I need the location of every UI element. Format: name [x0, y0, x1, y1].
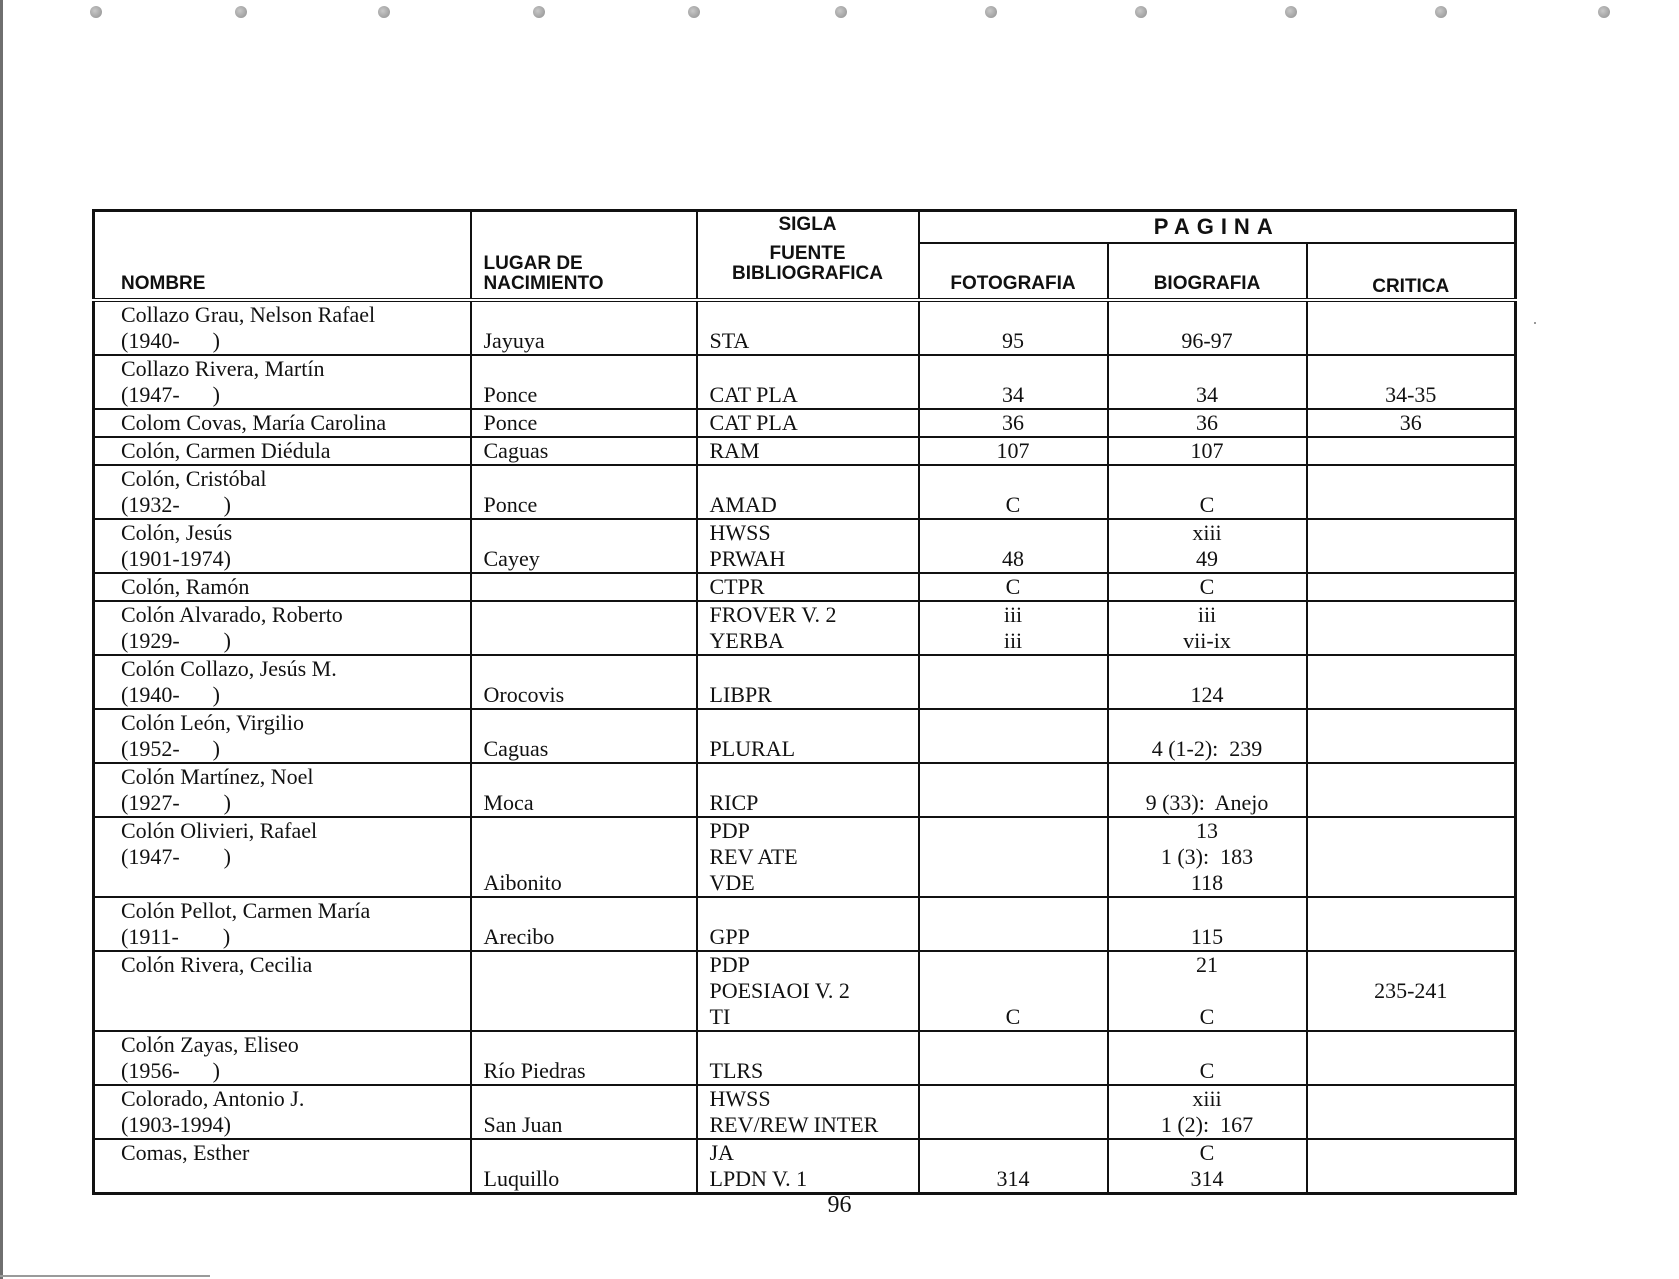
cell-biografia-line: 96-97 [1181, 328, 1233, 353]
cell-nombre [94, 300, 471, 355]
cell-fotografia [919, 519, 1108, 573]
cell-lugar-line: Orocovis [483, 682, 565, 707]
cell-sigla [697, 355, 919, 409]
cell-sigla [697, 465, 919, 519]
cell-biografia-line: 13 [1196, 818, 1218, 843]
cell-fotografia-line [920, 790, 1107, 816]
page-number: 96 [827, 1192, 852, 1218]
cell-sigla-line: GPP [709, 924, 750, 949]
cell-critica [1307, 519, 1516, 573]
binder-hole [1435, 6, 1447, 18]
table-body [94, 300, 1516, 1194]
binder-hole [533, 6, 545, 18]
cell-biografia-line: 118 [1190, 870, 1224, 895]
cell-lugar [471, 519, 697, 573]
cell-nombre-line: Colón, Cristóbal [121, 466, 267, 491]
cell-sigla [697, 1085, 919, 1139]
cell-nombre-line: Comas, Esther [121, 1140, 250, 1165]
cell-lugar [471, 573, 697, 601]
cell-nombre [94, 573, 471, 601]
cell-fotografia-line: C [1005, 492, 1021, 517]
cell-sigla-line: PLURAL [709, 736, 796, 761]
cell-lugar [471, 355, 697, 409]
cell-lugar [471, 817, 697, 897]
cell-nombre-line: Colón, Carmen Diédula [121, 438, 331, 463]
cell-nombre-line: Colón Pellot, Carmen María [121, 898, 371, 923]
cell-sigla [697, 409, 919, 437]
cell-biografia-line: 115 [1190, 924, 1224, 949]
cell-lugar-line: Ponce [483, 410, 538, 435]
cell-lugar [471, 763, 697, 817]
table-row [94, 1139, 1516, 1194]
cell-sigla-line: YERBA [709, 628, 785, 653]
cell-lugar-line: Caguas [483, 736, 549, 761]
cell-nombre [94, 1139, 471, 1194]
cell-biografia-line: 49 [1196, 546, 1218, 571]
cell-nombre [94, 1085, 471, 1139]
cell-critica [1307, 951, 1516, 1031]
cell-critica-line [1308, 574, 1515, 600]
cell-critica [1307, 1085, 1516, 1139]
cell-sigla [697, 300, 919, 355]
cell-fotografia [919, 601, 1108, 655]
cell-fotografia [919, 409, 1108, 437]
cell-fotografia-line: 107 [996, 438, 1030, 463]
cell-nombre-line: Colón, Jesús [121, 520, 233, 545]
header-nombre: NOMBRE [94, 211, 471, 301]
header-sigla-fuente [697, 211, 919, 301]
cell-biografia-line: 314 [1190, 1166, 1224, 1191]
page-left-edge [0, 0, 3, 1279]
cell-nombre-line: (1929- ) [121, 628, 231, 653]
cell-sigla [697, 817, 919, 897]
cell-fotografia-line: 314 [996, 1166, 1030, 1191]
cell-fotografia-line [920, 682, 1107, 708]
cell-biografia-line: C [1199, 1140, 1215, 1165]
cell-nombre-line: Colón Olivieri, Rafael [121, 818, 318, 843]
table-row [94, 355, 1516, 409]
binder-hole [1598, 6, 1610, 18]
cell-sigla-line: FROVER V. 2 [709, 602, 837, 627]
cell-critica-line [1308, 790, 1515, 816]
cell-lugar-line: Río Piedras [483, 1058, 586, 1083]
cell-lugar [471, 409, 697, 437]
cell-biografia-line: vii-ix [1183, 628, 1231, 653]
cell-nombre-line: Colón, Ramón [121, 574, 250, 599]
cell-nombre-line: (1940- ) [121, 328, 220, 353]
cell-sigla-line: TI [709, 1004, 731, 1029]
table-row [94, 601, 1516, 655]
cell-critica-line [1308, 1166, 1515, 1192]
header-fotografia: FOTOGRAFIA [919, 243, 1108, 300]
cell-critica [1307, 1139, 1516, 1194]
header-pagina: PAGINA [919, 211, 1516, 244]
cell-biografia [1108, 355, 1307, 409]
cell-critica [1307, 709, 1516, 763]
cell-critica [1307, 897, 1516, 951]
cell-biografia-line: 1 (3): 183 [1160, 844, 1254, 869]
cell-fotografia-line [920, 1112, 1107, 1138]
cell-fotografia [919, 355, 1108, 409]
cell-sigla-line: PDP [709, 818, 750, 843]
cell-biografia [1108, 300, 1307, 355]
table-row [94, 655, 1516, 709]
cell-biografia-line: 124 [1190, 682, 1224, 707]
cell-nombre [94, 519, 471, 573]
cell-biografia-line: 21 [1196, 952, 1218, 977]
cell-lugar [471, 951, 697, 1031]
cell-fotografia [919, 1031, 1108, 1085]
cell-sigla [697, 951, 919, 1031]
cell-lugar [471, 1031, 697, 1085]
cell-sigla-line: POESIAOI V. 2 [709, 978, 850, 1003]
cell-biografia-line: 1 (2): 167 [1160, 1112, 1254, 1137]
header-sigla: SIGLA [778, 214, 837, 235]
cell-sigla-line: LIBPR [709, 682, 772, 707]
cell-biografia [1108, 465, 1307, 519]
cell-nombre [94, 709, 471, 763]
cell-sigla [697, 897, 919, 951]
cell-sigla-line: AMAD [709, 492, 777, 517]
cell-biografia [1108, 437, 1307, 465]
cell-biografia [1108, 1031, 1307, 1085]
cell-nombre-line: Collazo Grau, Nelson Rafael [121, 302, 376, 327]
cell-fotografia-line [920, 924, 1107, 950]
cell-fotografia-line: 34 [1002, 382, 1024, 407]
cell-nombre [94, 409, 471, 437]
cell-lugar-line: Aibonito [483, 870, 562, 895]
cell-sigla [697, 601, 919, 655]
cell-critica-line: 36 [1399, 410, 1422, 435]
cell-critica-line [1308, 924, 1515, 950]
cell-lugar [471, 897, 697, 951]
cell-biografia [1108, 1139, 1307, 1194]
cell-critica-line [1308, 736, 1515, 762]
cell-fotografia [919, 763, 1108, 817]
binder-hole [688, 6, 700, 18]
cell-nombre-line: Colom Covas, María Carolina [121, 410, 387, 435]
cell-biografia-line: 36 [1196, 410, 1218, 435]
cell-fotografia-line: iii [1003, 602, 1023, 627]
cell-fotografia [919, 300, 1108, 355]
cell-fotografia-line: iii [1003, 628, 1023, 653]
cell-nombre-line: (1947- ) [121, 844, 231, 869]
cell-lugar-line: Ponce [483, 492, 538, 517]
cell-nombre-line: Colorado, Antonio J. [121, 1086, 305, 1111]
cell-nombre-line: Collazo Rivera, Martín [121, 356, 325, 381]
cell-nombre-line: (1940- ) [121, 682, 220, 707]
page-bottom-edge [0, 1275, 210, 1277]
cell-nombre-line: (1927- ) [121, 790, 231, 815]
cell-biografia-line [1109, 978, 1306, 1004]
cell-lugar-line: Arecibo [483, 924, 555, 949]
cell-nombre [94, 465, 471, 519]
cell-biografia-line: 9 (33): Anejo [1145, 790, 1269, 815]
cell-lugar-line: Luquillo [483, 1166, 560, 1191]
binder-hole [1285, 6, 1297, 18]
cell-fotografia-line [920, 870, 1107, 896]
cell-critica-line [1308, 844, 1515, 870]
cell-critica [1307, 300, 1516, 355]
cell-nombre-line: (1903-1994) [121, 1112, 231, 1137]
cell-nombre [94, 951, 471, 1031]
cell-nombre-line: Colón Collazo, Jesús M. [121, 656, 337, 681]
cell-biografia [1108, 763, 1307, 817]
cell-nombre-line: Colón León, Virgilio [121, 710, 305, 735]
cell-critica-line [1308, 492, 1515, 518]
cell-critica [1307, 573, 1516, 601]
cell-nombre-line: Colón Alvarado, Roberto [121, 602, 343, 627]
table-row [94, 519, 1516, 573]
cell-nombre-line: Colón Rivera, Cecilia [121, 952, 313, 977]
header-biografia: BIOGRAFIA [1108, 243, 1307, 300]
cell-nombre [94, 655, 471, 709]
cell-nombre-line: (1911- ) [121, 924, 231, 949]
binder-hole [835, 6, 847, 18]
cell-biografia-line: C [1199, 574, 1215, 599]
cell-sigla-line: RAM [709, 438, 760, 463]
cell-lugar [471, 655, 697, 709]
binder-hole [985, 6, 997, 18]
cell-nombre-line: (1932- ) [121, 492, 231, 517]
cell-fotografia [919, 1085, 1108, 1139]
cell-sigla [697, 763, 919, 817]
cell-biografia-line: 34 [1196, 382, 1218, 407]
table-row [94, 409, 1516, 437]
cell-sigla-line: HWSS [709, 520, 771, 545]
cell-fotografia [919, 655, 1108, 709]
cell-critica-line [1308, 1112, 1515, 1138]
cell-nombre-line: (1956- ) [121, 1058, 220, 1083]
cell-lugar-line [484, 1004, 696, 1030]
cell-sigla-line: RICP [709, 790, 759, 815]
cell-biografia [1108, 519, 1307, 573]
cell-fotografia [919, 1139, 1108, 1194]
cell-sigla [697, 709, 919, 763]
cell-fotografia-line [920, 1058, 1107, 1084]
cell-lugar [471, 300, 697, 355]
cell-fotografia [919, 437, 1108, 465]
cell-nombre-line: (1947- ) [121, 382, 220, 407]
cell-sigla-line: REV/REW INTER [709, 1112, 879, 1137]
cell-biografia-line: C [1199, 492, 1215, 517]
cell-nombre-line: Colón Zayas, Eliseo [121, 1032, 299, 1057]
header-critica: CRITICA [1307, 243, 1516, 300]
cell-biografia [1108, 409, 1307, 437]
cell-critica [1307, 655, 1516, 709]
cell-sigla-line: STA [709, 328, 750, 353]
cell-lugar-line: Caguas [483, 438, 549, 463]
cell-biografia-line: C [1199, 1058, 1215, 1083]
table-row [94, 437, 1516, 465]
cell-biografia [1108, 1085, 1307, 1139]
cell-sigla-line: HWSS [709, 1086, 771, 1111]
cell-nombre [94, 1031, 471, 1085]
cell-fotografia [919, 817, 1108, 897]
table-row [94, 1031, 1516, 1085]
table-row [94, 573, 1516, 601]
cell-critica [1307, 409, 1516, 437]
cell-lugar-line: San Juan [483, 1112, 563, 1137]
cell-critica-line: 235-241 [1374, 978, 1448, 1003]
cell-sigla-line: VDE [709, 870, 755, 895]
cell-critica [1307, 355, 1516, 409]
cell-sigla [697, 1139, 919, 1194]
table-row [94, 1085, 1516, 1139]
cell-lugar [471, 437, 697, 465]
cell-fotografia-line [920, 520, 1107, 546]
cell-fotografia-line [920, 736, 1107, 762]
cell-fotografia [919, 465, 1108, 519]
cell-biografia-line: 4 (1-2): 239 [1151, 736, 1263, 761]
cell-sigla-line: TLRS [709, 1058, 764, 1083]
cell-lugar [471, 465, 697, 519]
cell-lugar [471, 1139, 697, 1194]
cell-sigla-line: PDP [709, 952, 750, 977]
cell-critica-line [1308, 546, 1515, 572]
table-row [94, 709, 1516, 763]
cell-fotografia-line: 36 [1002, 410, 1024, 435]
cell-biografia-line: C [1199, 1004, 1215, 1029]
cell-critica [1307, 465, 1516, 519]
cell-sigla [697, 437, 919, 465]
cell-lugar [471, 1085, 697, 1139]
cell-nombre [94, 763, 471, 817]
cell-sigla-line: CAT PLA [709, 410, 798, 435]
cell-lugar [471, 601, 697, 655]
cell-biografia [1108, 817, 1307, 897]
table-row [94, 951, 1516, 1031]
cell-biografia [1108, 709, 1307, 763]
cell-fotografia-line: C [1005, 574, 1021, 599]
binder-hole [90, 6, 102, 18]
cell-biografia [1108, 951, 1307, 1031]
cell-nombre-line: Colón Martínez, Noel [121, 764, 314, 789]
cell-nombre-line: (1901-1974) [121, 546, 231, 571]
table-row [94, 817, 1516, 897]
cell-sigla-line: CAT PLA [709, 382, 798, 407]
cell-biografia-line: xiii [1192, 520, 1222, 545]
cell-lugar-line [484, 628, 696, 654]
cell-fotografia [919, 573, 1108, 601]
binder-holes [60, 6, 1620, 26]
cell-biografia-line: iii [1197, 602, 1217, 627]
cell-biografia [1108, 573, 1307, 601]
cell-nombre [94, 437, 471, 465]
cell-critica-line [1308, 1058, 1515, 1084]
cell-critica-line [1308, 438, 1515, 464]
table-row [94, 300, 1516, 355]
cell-critica [1307, 763, 1516, 817]
cell-lugar-line [484, 574, 696, 600]
cell-nombre [94, 355, 471, 409]
cell-critica [1307, 601, 1516, 655]
cell-fotografia-line: 48 [1002, 546, 1024, 571]
cell-biografia [1108, 601, 1307, 655]
cell-nombre [94, 817, 471, 897]
header-fuente: FUENTE BIBLIOGRAFICA [732, 243, 883, 284]
cell-lugar-line: Ponce [483, 382, 538, 407]
binder-hole [378, 6, 390, 18]
cell-sigla-line: REV ATE [709, 844, 798, 869]
cell-sigla [697, 655, 919, 709]
cell-biografia [1108, 655, 1307, 709]
table-header [94, 211, 1516, 301]
cell-critica [1307, 817, 1516, 897]
cell-fotografia [919, 951, 1108, 1031]
cell-sigla [697, 1031, 919, 1085]
cell-critica-line [1308, 628, 1515, 654]
cell-fotografia-line: 95 [1002, 328, 1024, 353]
cell-nombre [94, 601, 471, 655]
cell-fotografia-line: C [1005, 1004, 1021, 1029]
cell-nombre [94, 897, 471, 951]
cell-lugar-line: Moca [483, 790, 534, 815]
cell-critica-line [1308, 328, 1515, 354]
binder-hole [1135, 6, 1147, 18]
table-row [94, 465, 1516, 519]
cell-biografia-line: xiii [1192, 1086, 1222, 1111]
cell-sigla-line: LPDN V. 1 [709, 1166, 808, 1191]
binder-hole [235, 6, 247, 18]
cell-critica [1307, 437, 1516, 465]
cell-critica [1307, 1031, 1516, 1085]
cell-lugar-line: Jayuya [483, 328, 545, 353]
table-row [94, 763, 1516, 817]
table-row [94, 897, 1516, 951]
cell-sigla [697, 573, 919, 601]
cell-lugar [471, 709, 697, 763]
cell-sigla-line: CTPR [709, 574, 765, 599]
cell-critica-line: 34-35 [1385, 382, 1437, 407]
cell-lugar-line: Cayey [483, 546, 540, 571]
cell-biografia-line: 107 [1190, 438, 1224, 463]
scan-speck [1534, 322, 1536, 324]
cell-biografia [1108, 897, 1307, 951]
cell-sigla-line: JA [709, 1140, 734, 1165]
cell-sigla [697, 519, 919, 573]
header-lugar-de-nacimiento: LUGAR DE NACIMIENTO [471, 211, 697, 301]
cell-sigla-line: PRWAH [709, 546, 786, 571]
cell-nombre-line: (1952- ) [121, 736, 220, 761]
cell-fotografia [919, 709, 1108, 763]
bibliography-table [92, 209, 1517, 1195]
cell-critica-line [1308, 682, 1515, 708]
cell-fotografia [919, 897, 1108, 951]
